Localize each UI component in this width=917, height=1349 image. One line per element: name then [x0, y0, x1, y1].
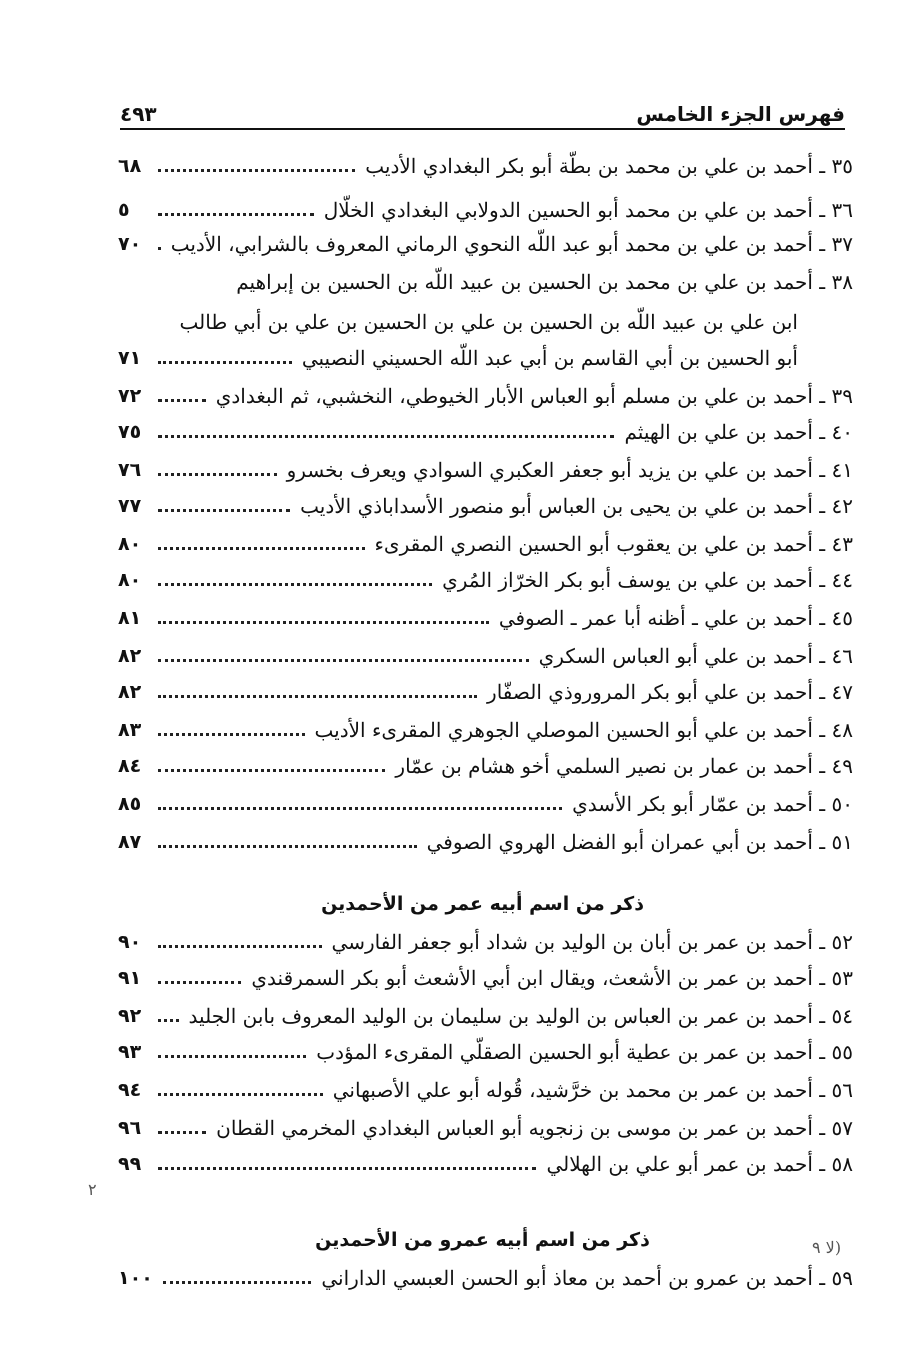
index-entry	[118, 824, 853, 860]
index-entry	[118, 378, 853, 414]
section-heading: ذكر من اسم أبيه عمرو من الأحمدين	[315, 1229, 650, 1251]
entry-text: ٥٠ ـ أحمد بن عمّار أبو بكر الأسدي	[572, 792, 853, 816]
entry-page: ٩٤	[118, 1079, 142, 1101]
entry-page: ٩٢	[118, 1005, 142, 1027]
index-entry	[118, 226, 853, 262]
index-entry	[118, 488, 853, 524]
index-entry	[118, 192, 853, 228]
index-entry	[118, 562, 853, 598]
entry-page: ٧٥	[118, 421, 142, 443]
dot-leader	[158, 1167, 536, 1170]
index-entry	[118, 264, 853, 300]
entry-page: ٧٢	[118, 385, 142, 407]
entry-text: ٤٧ ـ أحمد بن علي أبو بكر المروروذي الصفّار	[487, 680, 853, 704]
dot-leader	[158, 213, 314, 216]
dot-leader	[158, 247, 161, 250]
header-rule	[120, 128, 845, 130]
dot-leader	[158, 361, 292, 364]
entry-text: ٥٦ ـ أحمد بن عمر بن محمد بن خرَّشيد، قُوله أبو علي الأصبهاني	[332, 1078, 853, 1102]
dot-leader	[158, 547, 365, 550]
entry-page: ٩٣	[118, 1041, 142, 1063]
index-entry	[118, 148, 853, 184]
index-entry	[118, 1260, 853, 1296]
header-page-number: ٤٩٣	[120, 102, 157, 126]
entry-page: ٩١	[118, 967, 142, 989]
index-entry	[118, 340, 798, 376]
index-entry	[118, 712, 853, 748]
entry-page: ٩٠	[118, 931, 142, 953]
entry-text: ٤٩ ـ أحمد بن عمار بن نصير السلمي أخو هشام بن عمّار	[395, 754, 853, 778]
entry-text: ٤٤ ـ أحمد بن علي بن يوسف أبو بكر الخرّاز المُري	[442, 568, 853, 592]
continuation-text: ابن علي بن عبيد اللّه بن الحسين بن علي بن الحسين بن علي بن أبي طالب	[179, 310, 798, 334]
entry-text: ٣٥ ـ أحمد بن علي بن محمد بن بطّة أبو بكر البغدادي الأديب	[365, 154, 853, 178]
index-entry	[118, 1110, 853, 1146]
entry-text: ٥١ ـ أحمد بن أبي عمران أبو الفضل الهروي الصوفي	[426, 830, 853, 854]
index-entry	[118, 1146, 853, 1182]
entry-page: ١٠٠	[118, 1267, 153, 1289]
index-entry	[118, 526, 853, 562]
dot-leader	[158, 659, 529, 662]
entry-continuation	[118, 304, 798, 340]
entry-page: ٧٦	[118, 459, 142, 481]
index-entry	[118, 452, 853, 488]
entry-page: ٧١	[118, 347, 142, 369]
dot-leader	[158, 1131, 206, 1134]
entry-page: ٩٦	[118, 1117, 142, 1139]
entry-page: ٨٠	[118, 533, 142, 555]
dot-leader	[158, 509, 290, 512]
index-entry	[118, 998, 853, 1034]
entry-page: ٧٧	[118, 495, 142, 517]
index-entry	[118, 960, 853, 996]
dot-leader	[158, 945, 322, 948]
index-entry	[118, 638, 853, 674]
entry-text: ٥٧ ـ أحمد بن عمر بن موسى بن زنجويه أبو العباس البغدادي المخرمي القطان	[216, 1116, 853, 1140]
page-header	[120, 88, 845, 126]
dot-leader	[158, 399, 206, 402]
entry-text: ٥٨ ـ أحمد بن عمر أبو علي بن الهلالي	[546, 1152, 853, 1176]
index-entry	[118, 1034, 853, 1070]
entry-text: ٤٢ ـ أحمد بن علي بن يحيى بن العباس أبو منصور الأسداباذي الأديب	[300, 494, 853, 518]
dot-leader	[158, 733, 305, 736]
entry-text: ٤٦ ـ أحمد بن علي أبو العباس السكري	[538, 644, 853, 668]
dot-leader	[158, 435, 614, 438]
entry-text: ٤١ ـ أحمد بن علي بن يزيد أبو جعفر العكبري السوادي ويعرف بخسرو	[286, 458, 853, 482]
entry-page: ٨٢	[118, 645, 142, 667]
entry-page: ٨٧	[118, 831, 142, 853]
dot-leader	[158, 1055, 306, 1058]
header-title: فهرس الجزء الخامس	[636, 102, 845, 126]
dot-leader	[158, 845, 417, 848]
entry-text: ٤٣ ـ أحمد بن علي بن يعقوب أبو الحسين النصري المقرىء	[374, 532, 853, 556]
section-heading: ذكر من اسم أبيه عمر من الأحمدين	[321, 893, 644, 915]
index-entry	[118, 414, 853, 450]
entry-text: ٤٥ ـ أحمد بن علي ـ أظنه أبا عمر ـ الصوفي	[498, 606, 853, 630]
entry-text: ٥٤ ـ أحمد بن عمر بن العباس بن الوليد بن سليمان بن الوليد المعروف بابن الجليد	[188, 1004, 853, 1028]
entry-text: ٥٢ ـ أحمد بن عمر بن أبان بن الوليد بن شداد أبو جعفر الفارسي	[331, 930, 853, 954]
entry-text: أبو الحسين بن أبي القاسم بن أبي عبد اللّه الحسيني النصيبي	[301, 346, 798, 370]
margin-mark: ٢	[88, 1180, 97, 1199]
index-entry	[118, 748, 853, 784]
index-entry	[118, 1072, 853, 1108]
entry-page: ٨٤	[118, 755, 142, 777]
dot-leader	[158, 583, 432, 586]
entry-page: ٨٢	[118, 681, 142, 703]
dot-leader	[158, 807, 562, 810]
dot-leader	[158, 1093, 323, 1096]
entry-text: ٣٦ ـ أحمد بن علي بن محمد أبو الحسين الدولابي البغدادي الخلّال	[323, 198, 853, 222]
dot-leader	[163, 1281, 312, 1284]
index-entry	[118, 924, 853, 960]
dot-leader	[158, 769, 385, 772]
entry-page: ٩٩	[118, 1153, 142, 1175]
dot-leader	[158, 621, 489, 624]
index-entry	[118, 600, 853, 636]
entry-text: ٥٣ ـ أحمد بن عمر بن الأشعث، ويقال ابن أبي الأشعث أبو بكر السمرقندي	[251, 966, 853, 990]
dot-leader	[158, 169, 355, 172]
dot-leader	[158, 981, 241, 984]
entry-text: ٥٩ ـ أحمد بن عمرو بن أحمد بن معاذ أبو الحسن العبسي الداراني	[321, 1266, 853, 1290]
entry-text: ٥٥ ـ أحمد بن عمر بن عطية أبو الحسين الصقلّي المقرىء المؤدب	[316, 1040, 853, 1064]
entry-page: ٨١	[118, 607, 142, 629]
entry-text: ٤٠ ـ أحمد بن علي بن الهيثم	[624, 420, 853, 444]
entry-page: ٨٣	[118, 719, 142, 741]
entry-text: ٤٨ ـ أحمد بن علي أبو الحسين الموصلي الجوهري المقرىء الأديب	[314, 718, 853, 742]
entry-page: ٨٠	[118, 569, 142, 591]
index-entry	[118, 674, 853, 710]
entry-text: ٣٨ ـ أحمد بن علي بن محمد بن الحسين بن عبيد اللّه بن الحسين بن إبراهيم	[236, 270, 853, 294]
dot-leader	[158, 695, 477, 698]
dot-leader	[158, 1019, 179, 1022]
entry-text: ٣٧ ـ أحمد بن علي بن محمد أبو عبد اللّه النحوي الرماني المعروف بالشرابي، الأديب	[170, 232, 853, 256]
entry-page: ٦٨	[118, 155, 142, 177]
entry-page: ٨٥	[118, 793, 142, 815]
entry-page: ٥	[118, 199, 130, 221]
entry-page: ٧٠	[118, 233, 142, 255]
entry-text: ٣٩ ـ أحمد بن علي بن مسلم أبو العباس الأبار الخيوطي، النخشبي، ثم البغدادي	[215, 384, 853, 408]
margin-mark: ﻻ ٩)	[812, 1238, 842, 1257]
dot-leader	[158, 473, 277, 476]
index-entry	[118, 786, 853, 822]
